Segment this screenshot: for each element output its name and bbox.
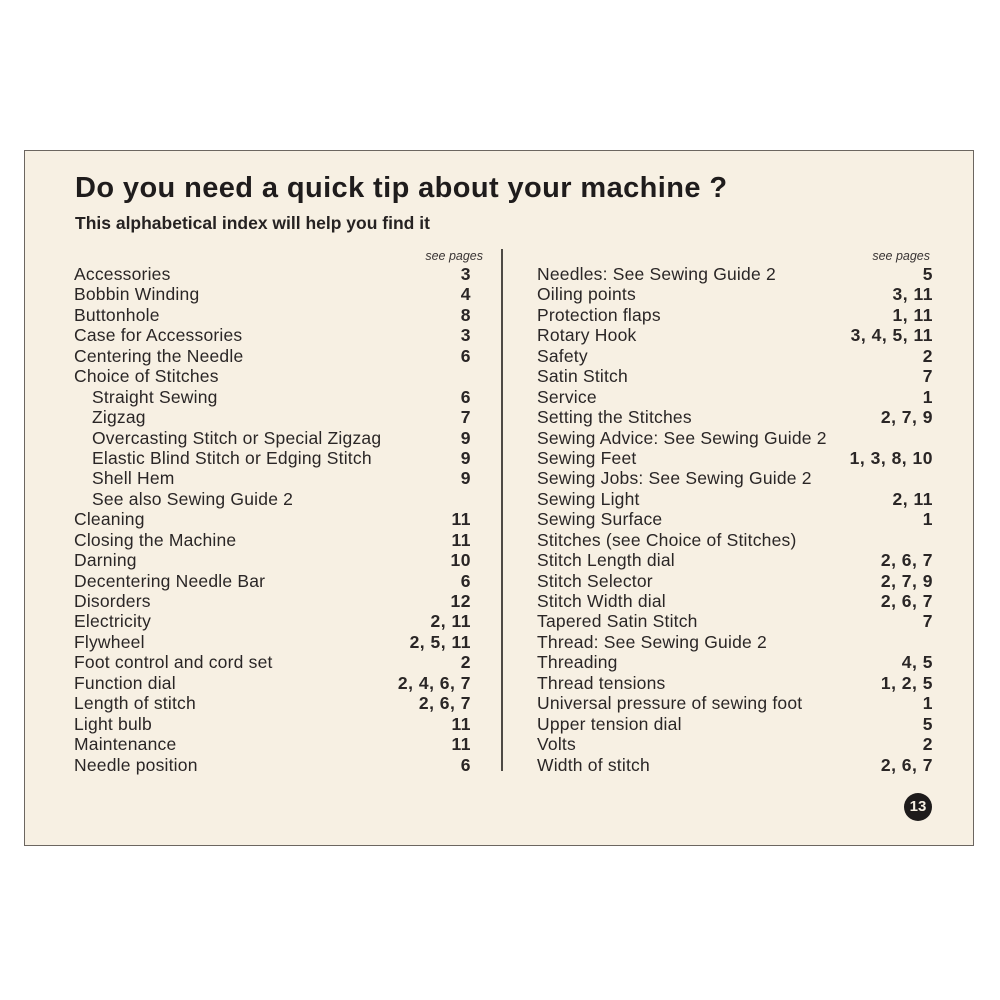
index-entry [537, 673, 933, 693]
index-pages: 11 [451, 509, 471, 530]
index-term: Sewing Feet [537, 447, 637, 468]
index-pages: 1, 2, 5 [880, 672, 933, 693]
index-pages: 2 [922, 734, 933, 755]
index-pages: 2, 7, 9 [880, 407, 933, 428]
index-entry [537, 407, 933, 427]
index-pages: 2, 7, 9 [880, 570, 933, 591]
index-term: Closing the Machine [74, 529, 237, 550]
index-pages: 11 [451, 734, 471, 755]
index-term: Elastic Blind Stitch or Edging Stitch [92, 447, 372, 468]
index-entry [537, 530, 933, 550]
index-pages: 2, 4, 6, 7 [397, 672, 471, 693]
index-pages: 2, 6, 7 [880, 591, 933, 611]
index-entry [537, 305, 933, 325]
index-entry [74, 325, 471, 345]
page-subtitle: This alphabetical index will help you find it [75, 213, 430, 233]
index-entry [537, 652, 933, 672]
index-entry [537, 632, 933, 652]
index-entry [537, 509, 933, 529]
index-entry [537, 284, 933, 304]
index-term: Protection flaps [537, 304, 661, 325]
index-entry [74, 468, 471, 488]
index-term: Oiling points [537, 284, 636, 305]
index-term: Stitches (see Choice of Stitches) [537, 529, 797, 550]
index-entry [74, 448, 471, 468]
index-pages: 4 [460, 284, 471, 305]
index-pages: 3 [460, 264, 471, 284]
index-entry [74, 387, 471, 407]
index-term: Width of stitch [537, 754, 650, 775]
index-term: Electricity [74, 611, 152, 632]
index-entry [74, 428, 471, 448]
see-pages-header-left: see pages [425, 249, 483, 263]
index-term: Buttonhole [74, 304, 160, 325]
index-entry [537, 693, 933, 713]
index-term: See also Sewing Guide 2 [92, 488, 294, 509]
index-column-right [537, 264, 933, 775]
index-entry [74, 591, 471, 611]
index-entry [74, 264, 471, 284]
index-term: Flywheel [74, 631, 145, 652]
manual-page [24, 150, 974, 846]
index-pages: 1, 3, 8, 10 [849, 447, 933, 468]
index-entry [74, 714, 471, 734]
index-entry [74, 407, 471, 427]
index-entry [74, 550, 471, 570]
index-pages: 9 [460, 427, 471, 448]
index-pages: 7 [922, 611, 933, 632]
index-pages: 6 [460, 345, 471, 366]
index-entry [537, 714, 933, 734]
index-pages: 1 [922, 693, 933, 714]
index-term: Accessories [74, 264, 171, 284]
index-pages: 2, 5, 11 [409, 631, 471, 652]
index-term: Thread: See Sewing Guide 2 [537, 631, 767, 652]
index-entry [537, 591, 933, 611]
index-entry [537, 468, 933, 488]
index-term: Setting the Stitches [537, 407, 692, 428]
index-entry [537, 428, 933, 448]
index-term: Centering the Needle [74, 345, 244, 366]
index-entry [74, 489, 471, 509]
index-column-left [74, 264, 471, 775]
index-pages: 2, 6, 7 [418, 693, 471, 714]
index-pages: 2, 11 [892, 488, 933, 509]
index-pages: 1 [922, 509, 933, 530]
index-entry [74, 366, 471, 386]
index-entry [74, 346, 471, 366]
index-pages: 8 [460, 304, 471, 325]
index-pages: 2, 6, 7 [880, 550, 933, 571]
index-entry [74, 652, 471, 672]
index-entry [74, 305, 471, 325]
index-term: Darning [74, 550, 137, 571]
index-entry [537, 325, 933, 345]
index-pages: 7 [460, 407, 471, 428]
index-entry [74, 611, 471, 631]
index-entry [537, 366, 933, 386]
index-entry [537, 755, 933, 775]
index-pages: 5 [922, 264, 933, 284]
index-term: Rotary Hook [537, 325, 637, 346]
page-title: Do you need a quick tip about your machine ? [75, 172, 728, 204]
index-term: Bobbin Winding [74, 284, 200, 305]
index-term: Universal pressure of sewing foot [537, 693, 803, 714]
index-term: Sewing Surface [537, 509, 663, 530]
index-term: Sewing Advice: See Sewing Guide 2 [537, 427, 827, 448]
index-term: Disorders [74, 591, 151, 611]
index-term: Case for Accessories [74, 325, 243, 346]
index-entry [537, 264, 933, 284]
index-term: Shell Hem [92, 468, 175, 489]
index-pages: 2 [922, 345, 933, 366]
index-term: Thread tensions [537, 672, 666, 693]
index-entry [74, 632, 471, 652]
index-term: Tapered Satin Stitch [537, 611, 698, 632]
index-pages: 11 [451, 529, 471, 550]
page-number-badge: 13 [904, 793, 932, 821]
index-term: Needle position [74, 754, 198, 775]
index-pages: 7 [922, 366, 933, 387]
index-term: Light bulb [74, 713, 152, 734]
index-pages: 3, 4, 5, 11 [850, 325, 933, 346]
index-entry [537, 387, 933, 407]
index-entry [537, 611, 933, 631]
index-pages: 1 [922, 386, 933, 407]
index-term: Sewing Jobs: See Sewing Guide 2 [537, 468, 812, 489]
index-term: Service [537, 386, 597, 407]
index-term: Choice of Stitches [74, 366, 219, 387]
index-pages: 9 [460, 447, 471, 468]
index-term: Cleaning [74, 509, 145, 530]
index-term: Stitch Selector [537, 570, 653, 591]
index-term: Length of stitch [74, 693, 196, 714]
index-term: Maintenance [74, 734, 177, 755]
index-pages: 2 [460, 652, 471, 673]
index-term: Decentering Needle Bar [74, 570, 266, 591]
index-entry [537, 489, 933, 509]
index-pages: 2, 11 [430, 611, 471, 632]
index-entry [74, 734, 471, 754]
index-term: Stitch Width dial [537, 591, 666, 611]
index-term: Straight Sewing [92, 386, 218, 407]
index-entry [74, 673, 471, 693]
index-pages: 11 [451, 713, 471, 734]
index-entry [74, 509, 471, 529]
index-term: Stitch Length dial [537, 550, 675, 571]
index-term: Foot control and cord set [74, 652, 273, 673]
index-pages: 10 [450, 550, 471, 571]
index-entry [537, 550, 933, 570]
index-pages: 5 [922, 713, 933, 734]
index-term: Volts [537, 734, 576, 755]
index-pages: 4, 5 [901, 652, 933, 673]
index-term: Safety [537, 345, 588, 366]
index-term: Sewing Light [537, 488, 640, 509]
index-entry [74, 530, 471, 550]
index-entry [537, 734, 933, 754]
index-pages: 6 [460, 754, 471, 775]
index-pages: 6 [460, 570, 471, 591]
index-term: Upper tension dial [537, 713, 682, 734]
index-term: Overcasting Stitch or Special Zigzag [92, 427, 382, 448]
index-pages: 6 [460, 386, 471, 407]
index-pages: 2, 6, 7 [880, 754, 933, 775]
index-entry [74, 693, 471, 713]
index-term: Needles: See Sewing Guide 2 [537, 264, 776, 284]
index-term: Function dial [74, 672, 176, 693]
index-pages: 3 [460, 325, 471, 346]
index-entry [74, 571, 471, 591]
index-term: Zigzag [92, 407, 146, 428]
see-pages-header-right: see pages [872, 249, 930, 263]
index-term: Satin Stitch [537, 366, 628, 387]
index-entry [537, 571, 933, 591]
index-pages: 12 [450, 591, 471, 611]
index-term: Threading [537, 652, 618, 673]
index-entry [537, 448, 933, 468]
index-entry [74, 755, 471, 775]
index-pages: 1, 11 [892, 304, 933, 325]
index-pages: 3, 11 [892, 284, 933, 305]
index-entry [74, 284, 471, 304]
column-divider [501, 249, 503, 771]
index-pages: 9 [460, 468, 471, 489]
index-entry [537, 346, 933, 366]
